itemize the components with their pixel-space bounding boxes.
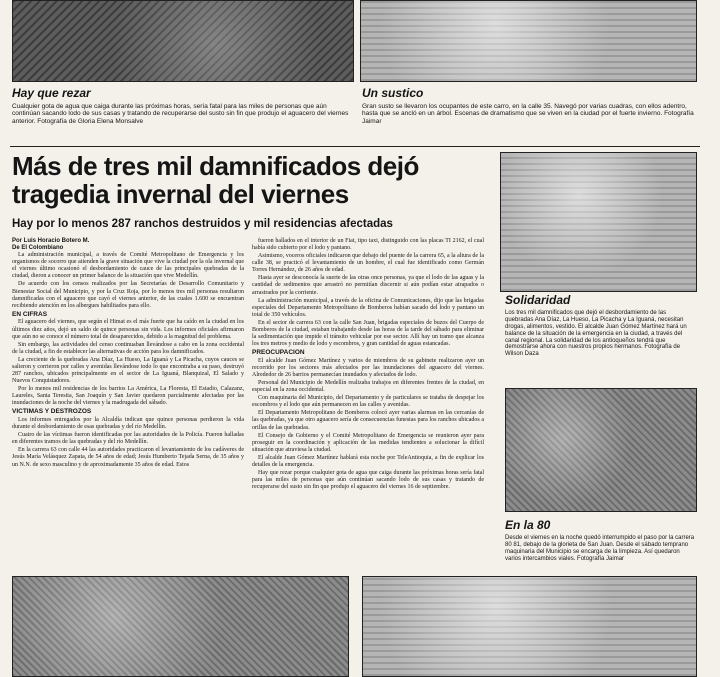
body-paragraph: En el sector de carrera 63 con la calle San Juan, brigadas especiales de buzos del Cuerpo de Bomberos de la ciudad, estaban trabajando desde las horas de la tarde del sábado para eliminar la sedimentación que impide el tránsito vehicular por ese sector. Allí hay un tramo que alcanza los tres metros y medio de lodo y escombros, y gran cantidad de aguas estancadas. [252, 319, 484, 348]
caption-text-un-sustico: Gran susto se llevaron los ocupantes de este carro, en la calle 35. Navegó por varias cuadras, con ellos adentro, hasta que se ancló en un árbol. Escenas de dramatismo que se viven en la ciudad por el fuerte invierno. Fotografía Jaimar [362, 103, 694, 125]
body-paragraph: Hasta ayer se desconocía la suerte de las otras once personas, ya que el lodo de las aguas y la cantidad de sedimentos que arrastró no permitían discernir si aún podían estar atrapados o arrastrados por la corriente. [252, 275, 484, 296]
article-column-1 [12, 238, 244, 470]
body-paragraph: Hay que rezar porque cualquier gota de agua que caiga durante las próximas horas sería fatal para las miles de personas que aún continúan sacando lodo de sus casas y tratando de recuperarse del susto sin fin que produjo el aguacero del viernes 16 de septiembre. [252, 470, 484, 491]
body-paragraph: De acuerdo con los censos realizados por las Secretarías de Desarrollo Comunitario y Bienestar Social del Municipio, y por la Cruz Roja, por lo menos tres mil personas resultaron damnificadas con el aguacero que cayó el viernes anterior, de las cuales 1.600 se encuentran recibiendo atención en los albergues habilitados para ello. [12, 281, 244, 309]
caption-text-solidaridad: Los tres mil damnificados que dejó el desbordamiento de las quebradas Ana Díaz, La Hueso, La Picacha y La Iguaná, necesitan drogas, alimentos, vestido. El alcalde Juan Gómez Martínez hará un balance de la situación de la emergencia en la ciudad, a través del canal regional. La solidaridad de los antioqueños tendrá que demostrarse ahora con nuestros propios hermanos. Fotografía de Wilson Daza [505, 310, 687, 358]
divider-top [10, 146, 700, 147]
body-paragraph: El aguacero del viernes, que según el Himat es el más fuerte que ha caído en la ciudad en los últimos diez años, dejó un saldo de quince personas sin vida. Los informes oficiales afirmaron que aún no se conoce el número total de desaparecidos, debido a la magnitud del problema. [12, 319, 244, 340]
article-column-2 [252, 238, 484, 492]
body-paragraph: Con maquinaria del Municipio, del Departamento y de particulares se trataba de despejar los escombros y el lodo que aún permanecen en las calles y avenidas. [252, 395, 484, 409]
article-subhead: Hay por lo menos 287 ranchos destruidos y mil residencias afectadas [12, 218, 393, 230]
caption-title-en-la-80: En la 80 [505, 518, 551, 532]
body-paragraph: Sin embargo, las actividades del censo continuaban llevándose a cabo en la zona occidental de la ciudad, a fin de establecer las alternativas de acción para los damnificados. [12, 341, 244, 355]
byline-paper: De El Colombiano [12, 245, 64, 252]
photo-en-la-80 [505, 388, 697, 512]
body-paragraph: En la carrera 63 con calle 44 las autoridades practicaron el levantamiento de los cadáveres de Jesús María Velásquez Zapata, de 54 años de edad; Jesús Humberto Tejada Serna, de 35 años y un N.N. de sexo masculino y de aproximadamente 35 años de edad. Estos [12, 447, 244, 468]
body-paragraph: El alcalde Juan Gómez Martínez hablará esta noche por TeleAntioquia, a fin de explicar los detalles de la emergencia. [252, 454, 484, 468]
body-paragraph: El Consejo de Gobierno y el Comité Metropolitano de Emergencia se reunieron ayer para proseguir en la coordinación y aplicación de las medidas tendientes a solucionar la difícil situación que atraviesa la ciudad. [252, 432, 484, 453]
caption-text-en-la-80: Desde el viernes en la noche quedó interrumpido el paso por la carrera 80 81, debajo de la glorieta de San Juan. Desde el sábado temprano maquinaria del Municipio se encarga de la limpieza. Así quedaron varios intercambios viales. Fotografía Jaimar [505, 535, 695, 562]
caption-title-solidaridad: Solidaridad [505, 293, 571, 307]
photo-hay-que-rezar [12, 0, 354, 82]
body-paragraph: La creciente de la quebradas Ana Díaz, La Hueso, La Iguaná y La Picacha, cuyos cauces se salieron y corrieron por calles y avenidas llevándose todo lo que encontraba a su paso, destruyó 287 ranchos, ubicados principalmente en el sector de La Iguaná, Blanquizal, El Salado y Nuevos Conquistadores. [12, 356, 244, 385]
article-headline: Más de tres mil damnificados dejó tragedia invernal del viernes [12, 151, 419, 210]
caption-title-un-sustico: Un sustico [362, 86, 424, 100]
section-heading-cifras: EN CIFRAS [12, 310, 48, 318]
section-heading-preocupacion: PREOCUPACION [252, 349, 305, 357]
byline-name: Por Luis Horacio Botero M. [12, 238, 90, 244]
body-paragraph: Por lo menos mil residencias de los barrios La América, La Floresta, El Estadio, Calazanz, Laureles, Santa Teresita, San Joaquín y San Javier quedaron parcialmente afectadas por las inundaciones de la noche del viernes y la madrugada del sábado. [12, 386, 244, 407]
body-paragraph: fueron hallados en el interior de un Fiat, tipo taxi, distinguido con las placas TI 2162, el cual había sido cubierto por el lodo y pantano. [252, 238, 484, 252]
caption-text-hay-que-rezar: Cualquier gota de agua que caiga durante las próximas horas, sería fatal para las miles de personas que aún continúan sacando lodo de sus casas y tratando de recuperarse del susto sin fin que produjo el aguacero del viernes anterior. Fotografía de Gloria Elena Monsalve [12, 103, 349, 125]
body-paragraph: Cuatro de las víctimas fueron identificadas por las autoridades de la Policía. Fueron halladas en diferentes tramos de las quebradas y del río Medellín. [12, 432, 244, 446]
body-paragraph: El Departamento Metropolitano de Bomberos colocó ayer varias alarmas en las cercanías de las quebradas, ya que otro aguacero sería de consecuencias funestas para los ranchos ubicados a orillas de las quebradas. [252, 410, 484, 431]
section-heading-victimas: VICTIMAS Y DESTROZOS [12, 408, 92, 416]
caption-title-hay-que-rezar: Hay que rezar [12, 86, 91, 100]
body-paragraph: Personal del Municipio de Medellín realizaba trabajos en diferentes frentes de la ciudad, en especial en la zona occidental. [252, 380, 484, 394]
body-paragraph: La administración municipal, a través de la oficina de Comunicaciones, dijo que las brigadas especiales del Departamento Metropolitano de Bomberos habían sacado del lodo y pantano un total de 350 vehículos. [252, 297, 484, 318]
photo-solidaridad [500, 152, 697, 292]
body-paragraph: El alcalde Juan Gómez Martínez y varios de miembros de su gabinete realizaron ayer un recorrido por los sectores más afectados por las inundaciones del aguacero del viernes. Alrededor de 26 barrios permanecían inundados y afectados de lodo. [252, 357, 484, 378]
body-paragraph: La administración municipal, a través de Comité Metropolitano de Emergencia y los organismos de socorro que atienden la grave situación que vive la ciudad por la ola invernal que el viernes último ocasionó el desbordamiento de cauce de las principales quebradas de la ciudad, dieron a conocer un primer balance de la situación que vive Medellín. [12, 252, 244, 280]
body-paragraph: Los informes entregados por la Alcaldía indican que quince personas perdieron la vida durante el desbordamiento de esas quebradas y del río Medellín. [12, 417, 244, 431]
body-paragraph: Asimismo, voceros oficiales indicaron que debajo del puente de la carrera 65, a la altura de la calle 38, se practicó el levantamiento de un hombre, el cual fue identificado como Germán Torres Hernández, de 26 años de edad. [252, 253, 484, 274]
photo-un-sustico [360, 0, 697, 82]
photo-bottom-left [12, 576, 349, 677]
photo-bottom-right [362, 576, 697, 677]
